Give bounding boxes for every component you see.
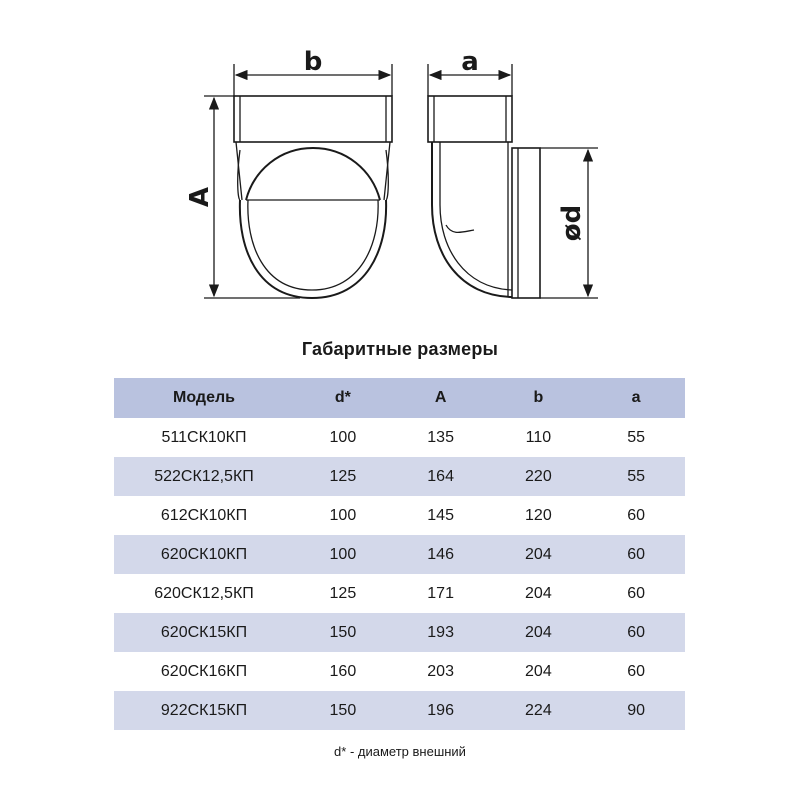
cell-a: 60: [587, 535, 685, 574]
cell-model: 922СК15КП: [114, 691, 294, 730]
cell-a: 60: [587, 574, 685, 613]
header-d: d*: [294, 378, 392, 418]
cell-A: 196: [392, 691, 490, 730]
cell-b: 110: [490, 418, 588, 457]
cell-A: 135: [392, 418, 490, 457]
cell-d: 100: [294, 535, 392, 574]
cell-d: 150: [294, 613, 392, 652]
cell-b: 204: [490, 574, 588, 613]
cell-d: 160: [294, 652, 392, 691]
cell-d: 125: [294, 574, 392, 613]
table-row: [114, 457, 685, 496]
table-row: [114, 574, 685, 613]
table-row: [114, 496, 685, 535]
header-model: Модель: [114, 378, 294, 418]
table-row: [114, 691, 685, 730]
dim-label-a: a: [461, 47, 479, 77]
cell-b: 120: [490, 496, 588, 535]
table-row: [114, 535, 685, 574]
dimensions-table: [114, 378, 685, 730]
cell-model: 522СК12,5КП: [114, 457, 294, 496]
cell-a: 60: [587, 496, 685, 535]
dim-label-b: b: [303, 47, 323, 77]
table-header-row: [114, 378, 685, 418]
table-row: [114, 613, 685, 652]
cell-A: 146: [392, 535, 490, 574]
table-row: [114, 418, 685, 457]
cell-d: 150: [294, 691, 392, 730]
cell-model: 620СК15КП: [114, 613, 294, 652]
table-title: Габаритные размеры: [301, 339, 499, 359]
cell-a: 90: [587, 691, 685, 730]
cell-model: 511СК10КП: [114, 418, 294, 457]
cell-d: 125: [294, 457, 392, 496]
footnote: d* - диаметр внешний: [334, 744, 466, 759]
dim-label-A: A: [185, 186, 215, 208]
cell-model: 620СК12,5КП: [114, 574, 294, 613]
cell-a: 55: [587, 457, 685, 496]
cell-A: 203: [392, 652, 490, 691]
cell-a: 55: [587, 418, 685, 457]
cell-b: 204: [490, 613, 588, 652]
front-view: [234, 96, 392, 298]
header-A: A: [392, 378, 490, 418]
cell-model: 612СК10КП: [114, 496, 294, 535]
cell-b: 224: [490, 691, 588, 730]
side-view: [428, 96, 540, 298]
cell-a: 60: [587, 652, 685, 691]
dim-label-d: ød: [557, 204, 587, 242]
cell-b: 204: [490, 652, 588, 691]
cell-A: 193: [392, 613, 490, 652]
cell-model: 620СК10КП: [114, 535, 294, 574]
cell-A: 145: [392, 496, 490, 535]
cell-d: 100: [294, 418, 392, 457]
cell-d: 100: [294, 496, 392, 535]
cell-b: 220: [490, 457, 588, 496]
cell-A: 164: [392, 457, 490, 496]
table-row: [114, 652, 685, 691]
cell-model: 620СК16КП: [114, 652, 294, 691]
header-b: b: [490, 378, 588, 418]
header-a: a: [587, 378, 685, 418]
cell-b: 204: [490, 535, 588, 574]
technical-drawing: [0, 0, 800, 320]
cell-A: 171: [392, 574, 490, 613]
cell-a: 60: [587, 613, 685, 652]
